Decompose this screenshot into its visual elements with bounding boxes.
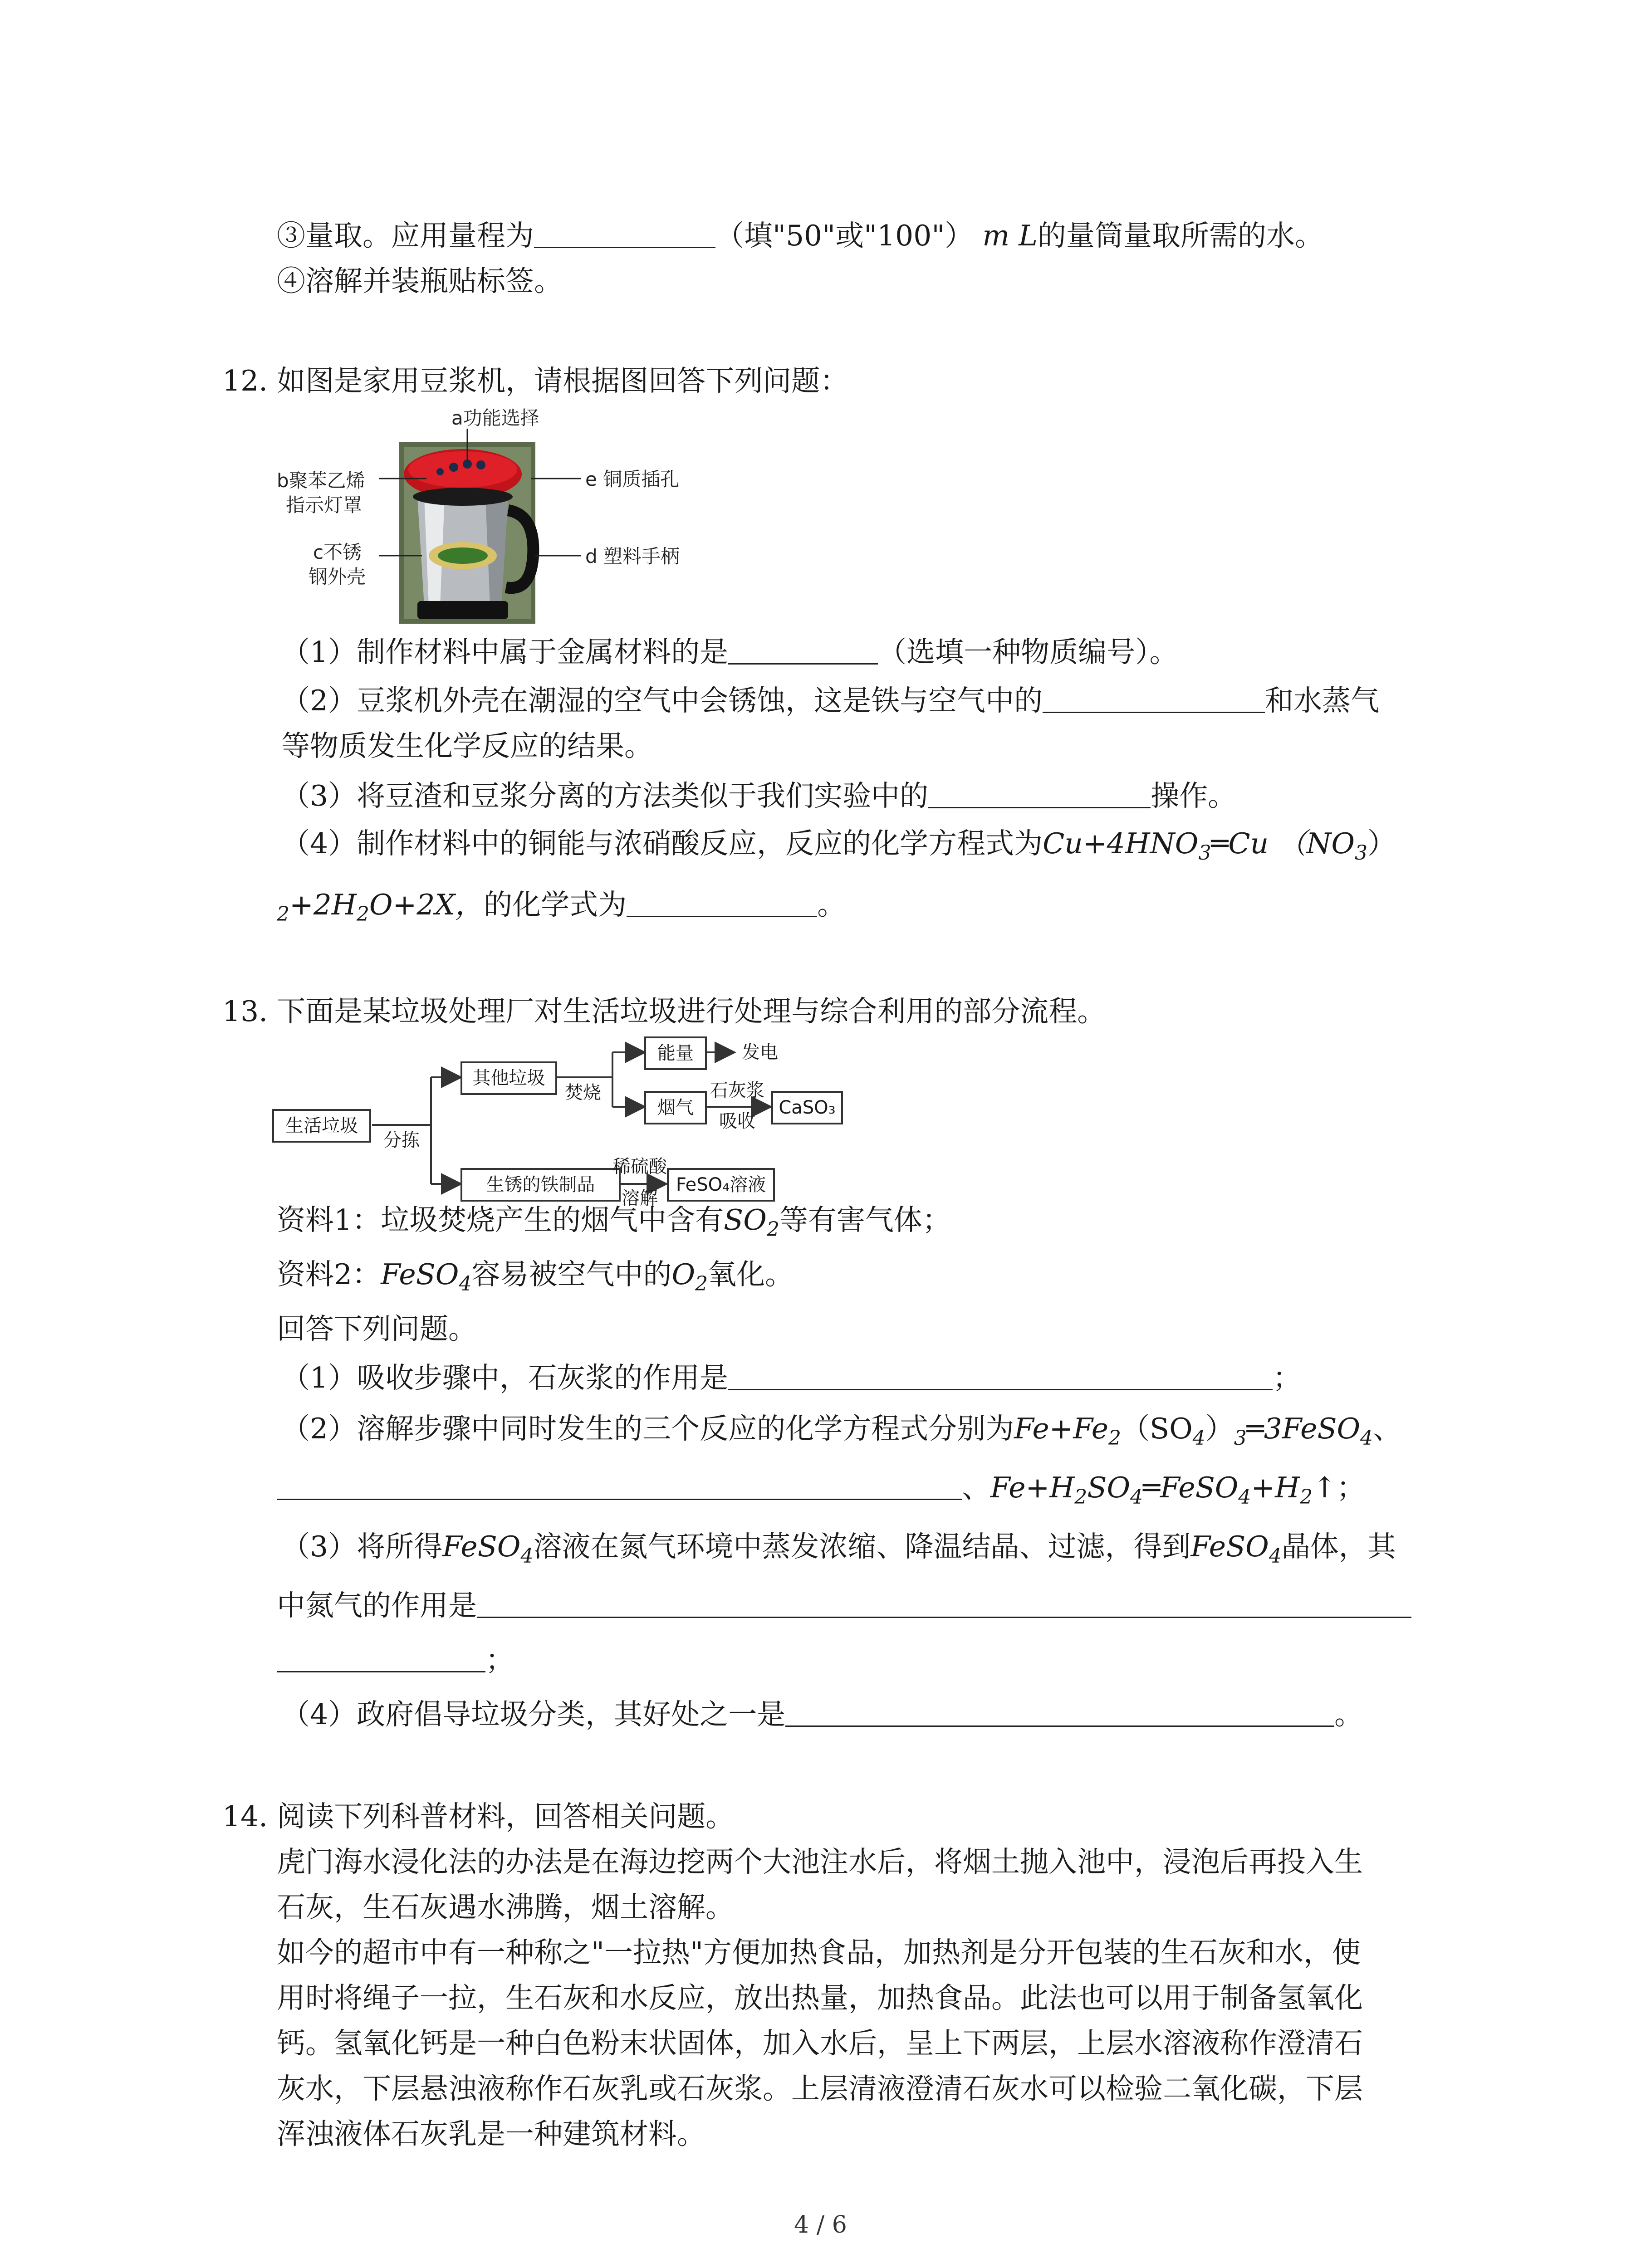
label-sort: 分拣: [383, 1130, 420, 1151]
label-c-line2: 钢外壳: [309, 566, 366, 588]
label-d: d 塑料手柄: [585, 545, 680, 567]
q11-step4: ④溶解并装瓶贴标签。: [277, 264, 563, 298]
box-life-garbage: 生活垃圾: [272, 1109, 371, 1143]
page-number: 4 / 6: [794, 2211, 847, 2239]
label-power: 发电: [742, 1042, 778, 1063]
box-feso4-solution: FeSO₄溶液: [667, 1168, 775, 1202]
label-e: e 铜质插孔: [585, 468, 680, 490]
answer-blank[interactable]: [785, 1699, 1334, 1727]
box-smoke: 烟气: [644, 1091, 707, 1124]
q12-part2-line1: （2）豆浆机外壳在潮湿的空气中会锈蚀，这是铁与空气中的 和水蒸气: [281, 684, 1380, 717]
label-absorb: 吸收: [719, 1111, 755, 1132]
q12-part4-line2: $_2+2H_2O+2X$，的化学式为 。: [277, 888, 846, 926]
q13-info2: 资料2：FeSO$_4$容易被空气中的$O_2$氧化。: [277, 1258, 794, 1295]
label-burn: 焚烧: [565, 1082, 601, 1103]
q14-para2-line3: 钙。氢氧化钙是一种白色粉末状固体，加入水后，呈上下两层，上层水溶液称作澄清石: [277, 2027, 1363, 2060]
label-dissolve: 溶解: [622, 1188, 658, 1209]
label-dilute-acid: 稀硫酸: [612, 1156, 667, 1177]
label-a: a功能选择: [451, 407, 539, 429]
q14-stem: 14. 阅读下列科普材料，回答相关问题。: [222, 1800, 735, 1833]
box-other-garbage: 其他垃圾: [460, 1061, 557, 1095]
answer-blank[interactable]: [534, 220, 715, 248]
q13-part2-line2: 、$Fe+H_2SO_4═FeSO_4+H_2↑$；: [277, 1470, 1365, 1515]
q13-part3-line1: （3）将所得FeSO$_4$溶液在氮气环境中蒸发浓缩、降温结晶、过滤，得到FeSO$_4$晶体，其: [281, 1530, 1396, 1568]
q13-part4: （4）政府倡导垃圾分类，其好处之一是 。: [281, 1698, 1363, 1731]
answer-blank[interactable]: [477, 1590, 1411, 1618]
q14-para1-line2: 石灰，生石灰遇水沸腾，烟土溶解。: [277, 1891, 734, 1924]
label-b-line2: 指示灯罩: [286, 494, 362, 516]
answer-blank[interactable]: [728, 1363, 1273, 1390]
q14-para2-line2: 用时将绳子一拉，生石灰和水反应，放出热量，加热食品。此法也可以用于制备氢氧化: [277, 1981, 1363, 2014]
q13-stem: 13. 下面是某垃圾处理厂对生活垃圾进行处理与综合利用的部分流程。: [222, 995, 1106, 1028]
q13-part2-line1: （2）溶解步骤中同时发生的三个反应的化学方程式分别为$Fe+Fe_2(SO_4)_3═3FeSO_4$、: [281, 1412, 1402, 1450]
q14-para1-line1: 虎门海水浸化法的办法是在海边挖两个大池注水后，将烟土抛入池中，浸泡后再投入生: [277, 1845, 1363, 1878]
q13-part1: （1）吸收步骤中，石灰浆的作用是 ；: [281, 1361, 1302, 1394]
answer-blank[interactable]: [277, 1472, 962, 1500]
soymilk-machine-illustration: [272, 406, 726, 633]
q12-part3: （3）将豆渣和豆浆分离的方法类似于我们实验中的 操作。: [281, 779, 1237, 812]
answer-blank[interactable]: [1043, 685, 1265, 713]
q14-para2-line5: 浑浊液体石灰乳是一种建筑材料。: [277, 2117, 705, 2151]
q12-part1: （1）制作材料中属于金属材料的是 （选填一种物质编号）。: [281, 635, 1178, 669]
answer-blank[interactable]: [928, 781, 1151, 808]
box-rusty-iron: 生锈的铁制品: [460, 1168, 621, 1202]
q12-stem: 12. 如图是家用豆浆机，请根据图回答下列问题：: [222, 364, 849, 397]
waste-processing-flowchart: [272, 1034, 907, 1225]
q14-para2-line4: 灰水，下层悬浊液称作石灰乳或石灰浆。上层清液澄清石灰水可以检验二氧化碳，下层: [277, 2072, 1363, 2105]
box-energy: 能量: [644, 1036, 707, 1070]
q13-part3-line3: ；: [277, 1642, 514, 1678]
q11-step3: ③量取。应用量程为 （填"50"或"100"） m L的量筒量取所需的水。: [277, 219, 1323, 252]
q13-info1: 资料1：垃圾焚烧产生的烟气中含有$SO_2$等有害气体；: [277, 1203, 951, 1241]
q13-prompt: 回答下列问题。: [277, 1312, 477, 1345]
label-lime: 石灰浆: [710, 1080, 764, 1101]
answer-blank[interactable]: [627, 890, 817, 917]
q12-part4-line1: （4）制作材料中的铜能与浓硝酸反应，反应的化学方程式为$Cu+4HNO_3═Cu$ $(NO_3)$: [281, 827, 1396, 865]
label-c-line1: c不锈: [313, 541, 362, 563]
box-caso3: CaSO₃: [771, 1091, 843, 1124]
soymilk-machine-figure: [272, 406, 726, 633]
answer-blank[interactable]: [728, 637, 878, 665]
q14-para2-line1: 如今的超市中有一种称之"一拉热"方便加热食品，加热剂是分开包装的生石灰和水，使: [277, 1936, 1361, 1969]
answer-blank[interactable]: [277, 1645, 485, 1672]
label-b-line1: b聚苯乙烯: [277, 469, 365, 492]
q12-part2-line2: 等物质发生化学反应的结果。: [281, 729, 653, 763]
q13-part3-line2: 中氮气的作用是: [277, 1588, 1411, 1624]
